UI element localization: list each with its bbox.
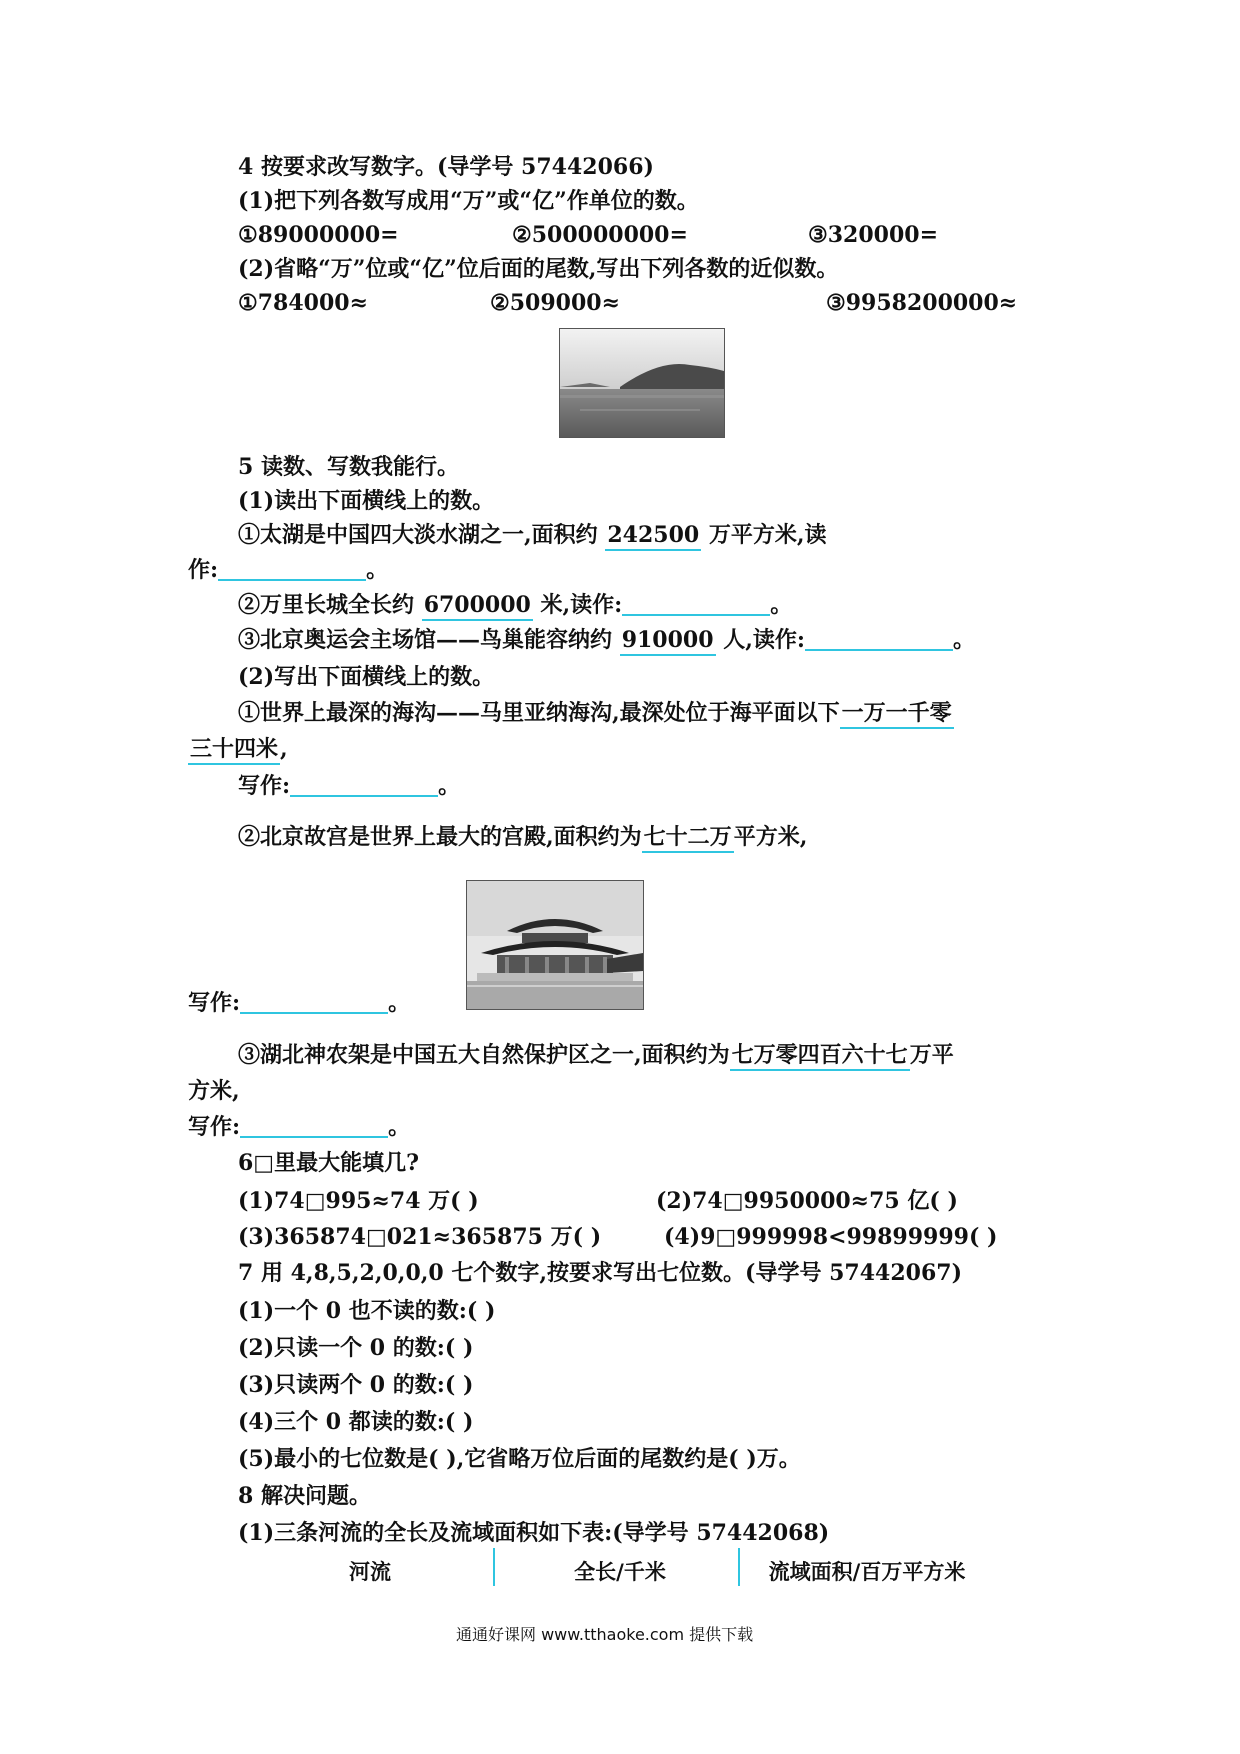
period: 。 xyxy=(770,592,793,618)
comma: , xyxy=(280,736,288,762)
q5-d-pre: ①世界上最深的海沟——马里亚纳海沟,最深处位于海平面以下 xyxy=(238,700,840,726)
period: 。 xyxy=(438,773,461,799)
period: 。 xyxy=(366,557,389,583)
q5-e-post: 平方米, xyxy=(733,824,808,850)
q6-heading: 6□里最大能填几? xyxy=(238,1150,419,1176)
q4-p2-item-1: ①784000≈ xyxy=(238,290,369,316)
q5-item-d-answer xyxy=(238,771,460,801)
q5-item-c xyxy=(238,625,975,656)
table-header-area: 流域面积/百万平方米 xyxy=(768,1559,966,1584)
answer-blank[interactable] xyxy=(622,592,770,616)
q5-f-number: 七万零四百六十七 xyxy=(730,1041,910,1071)
q5-b-post: 米,读作: xyxy=(540,592,623,618)
answer-blank[interactable] xyxy=(218,557,366,581)
q5-item-b xyxy=(238,590,792,621)
q5-e-pre: ②北京故宫是世界上最大的宫殿,面积约为 xyxy=(238,824,642,850)
table-header-river: 河流 xyxy=(349,1559,391,1584)
q5-c-number: 910000 xyxy=(620,626,716,656)
q4-p2-item-2: ②509000≈ xyxy=(490,290,621,316)
q5-c-post: 人,读作: xyxy=(723,627,805,653)
period: 。 xyxy=(953,627,976,653)
q4-heading: 4 按要求改写数字。(导学号 57442066) xyxy=(238,154,654,180)
q6-item-2: (2)74□9950000≈75 亿( ) xyxy=(656,1188,958,1214)
footer-credit: 通通好课网 www.tthaoke.com 提供下载 xyxy=(456,1625,754,1644)
q5-d-number-1: 一万一千零 xyxy=(840,699,954,729)
q7-item-1: (1)一个 0 也不读的数:( ) xyxy=(238,1298,496,1324)
q8-part1: (1)三条河流的全长及流域面积如下表:(导学号 57442068) xyxy=(238,1520,830,1546)
write-label: 写作: xyxy=(238,773,291,799)
q5-item-d-cont xyxy=(188,734,288,765)
q5-item-d xyxy=(238,698,954,729)
q5-a-read-label: 作: xyxy=(188,557,219,583)
table-divider xyxy=(738,1548,740,1586)
answer-blank[interactable] xyxy=(240,1114,388,1138)
q6-item-3: (3)365874□021≈365875 万( ) xyxy=(238,1224,602,1250)
period: 。 xyxy=(388,990,411,1016)
q5-part1: (1)读出下面横线上的数。 xyxy=(238,488,495,514)
answer-blank[interactable] xyxy=(805,627,953,651)
q5-b-number: 6700000 xyxy=(422,591,533,621)
q4-part2: (2)省略“万”位或“亿”位后面的尾数,写出下列各数的近似数。 xyxy=(238,256,839,282)
q5-item-f xyxy=(238,1040,954,1071)
q4-p1-item-1: ①89000000= xyxy=(238,222,399,248)
q5-f-pre: ③湖北神农架是中国五大自然保护区之一,面积约为 xyxy=(238,1042,730,1068)
q5-c-pre: ③北京奥运会主场馆——鸟巢能容纳约 xyxy=(238,627,613,653)
table-divider xyxy=(493,1548,495,1586)
q5-f-post: 万平 xyxy=(909,1042,954,1068)
q4-p2-item-3: ③9958200000≈ xyxy=(826,290,1018,316)
q4-p1-item-2: ②500000000= xyxy=(512,222,688,248)
q7-item-3: (3)只读两个 0 的数:( ) xyxy=(238,1372,474,1398)
q5-a-post: 万平方米,读 xyxy=(708,522,827,548)
q5-heading: 5 读数、写数我能行。 xyxy=(238,454,459,480)
q5-d-number-2: 三十四米 xyxy=(188,735,280,765)
write-label: 写作: xyxy=(188,1114,241,1140)
q5-part2: (2)写出下面横线上的数。 xyxy=(238,664,495,690)
q7-item-5: (5)最小的七位数是( ),它省略万位后面的尾数约是( )万。 xyxy=(238,1446,801,1472)
q7-heading: 7 用 4,8,5,2,0,0,0 七个数字,按要求写出七位数。(导学号 57442067) xyxy=(238,1260,962,1286)
q5-a-pre: ①太湖是中国四大淡水湖之一,面积约 xyxy=(238,522,598,548)
table-header-length: 全长/千米 xyxy=(574,1559,666,1584)
lake-photo xyxy=(559,328,725,438)
q4-part1: (1)把下列各数写成用“万”或“亿”作单位的数。 xyxy=(238,188,699,214)
q8-heading: 8 解决问题。 xyxy=(238,1483,371,1509)
q5-item-a xyxy=(238,520,827,551)
q5-item-f-cont: 方米, xyxy=(188,1078,240,1104)
q7-item-4: (4)三个 0 都读的数:( ) xyxy=(238,1409,474,1435)
write-label: 写作: xyxy=(188,990,241,1016)
q6-item-1: (1)74□995≈74 万( ) xyxy=(238,1188,479,1214)
q7-item-2: (2)只读一个 0 的数:( ) xyxy=(238,1335,474,1361)
q5-b-pre: ②万里长城全长约 xyxy=(238,592,415,618)
palace-photo xyxy=(466,880,644,1010)
answer-blank[interactable] xyxy=(240,990,388,1014)
q5-a-number: 242500 xyxy=(605,521,701,551)
q5-item-e-answer xyxy=(188,988,410,1018)
q5-item-a-answer xyxy=(188,555,388,585)
answer-blank[interactable] xyxy=(290,773,438,797)
q4-p1-item-3: ③320000= xyxy=(808,222,939,248)
q6-item-4: (4)9□999998<99899999( ) xyxy=(664,1224,998,1250)
q5-e-number: 七十二万 xyxy=(642,823,734,853)
q5-item-f-answer xyxy=(188,1112,410,1142)
q5-item-e xyxy=(238,822,807,853)
period: 。 xyxy=(388,1114,411,1140)
